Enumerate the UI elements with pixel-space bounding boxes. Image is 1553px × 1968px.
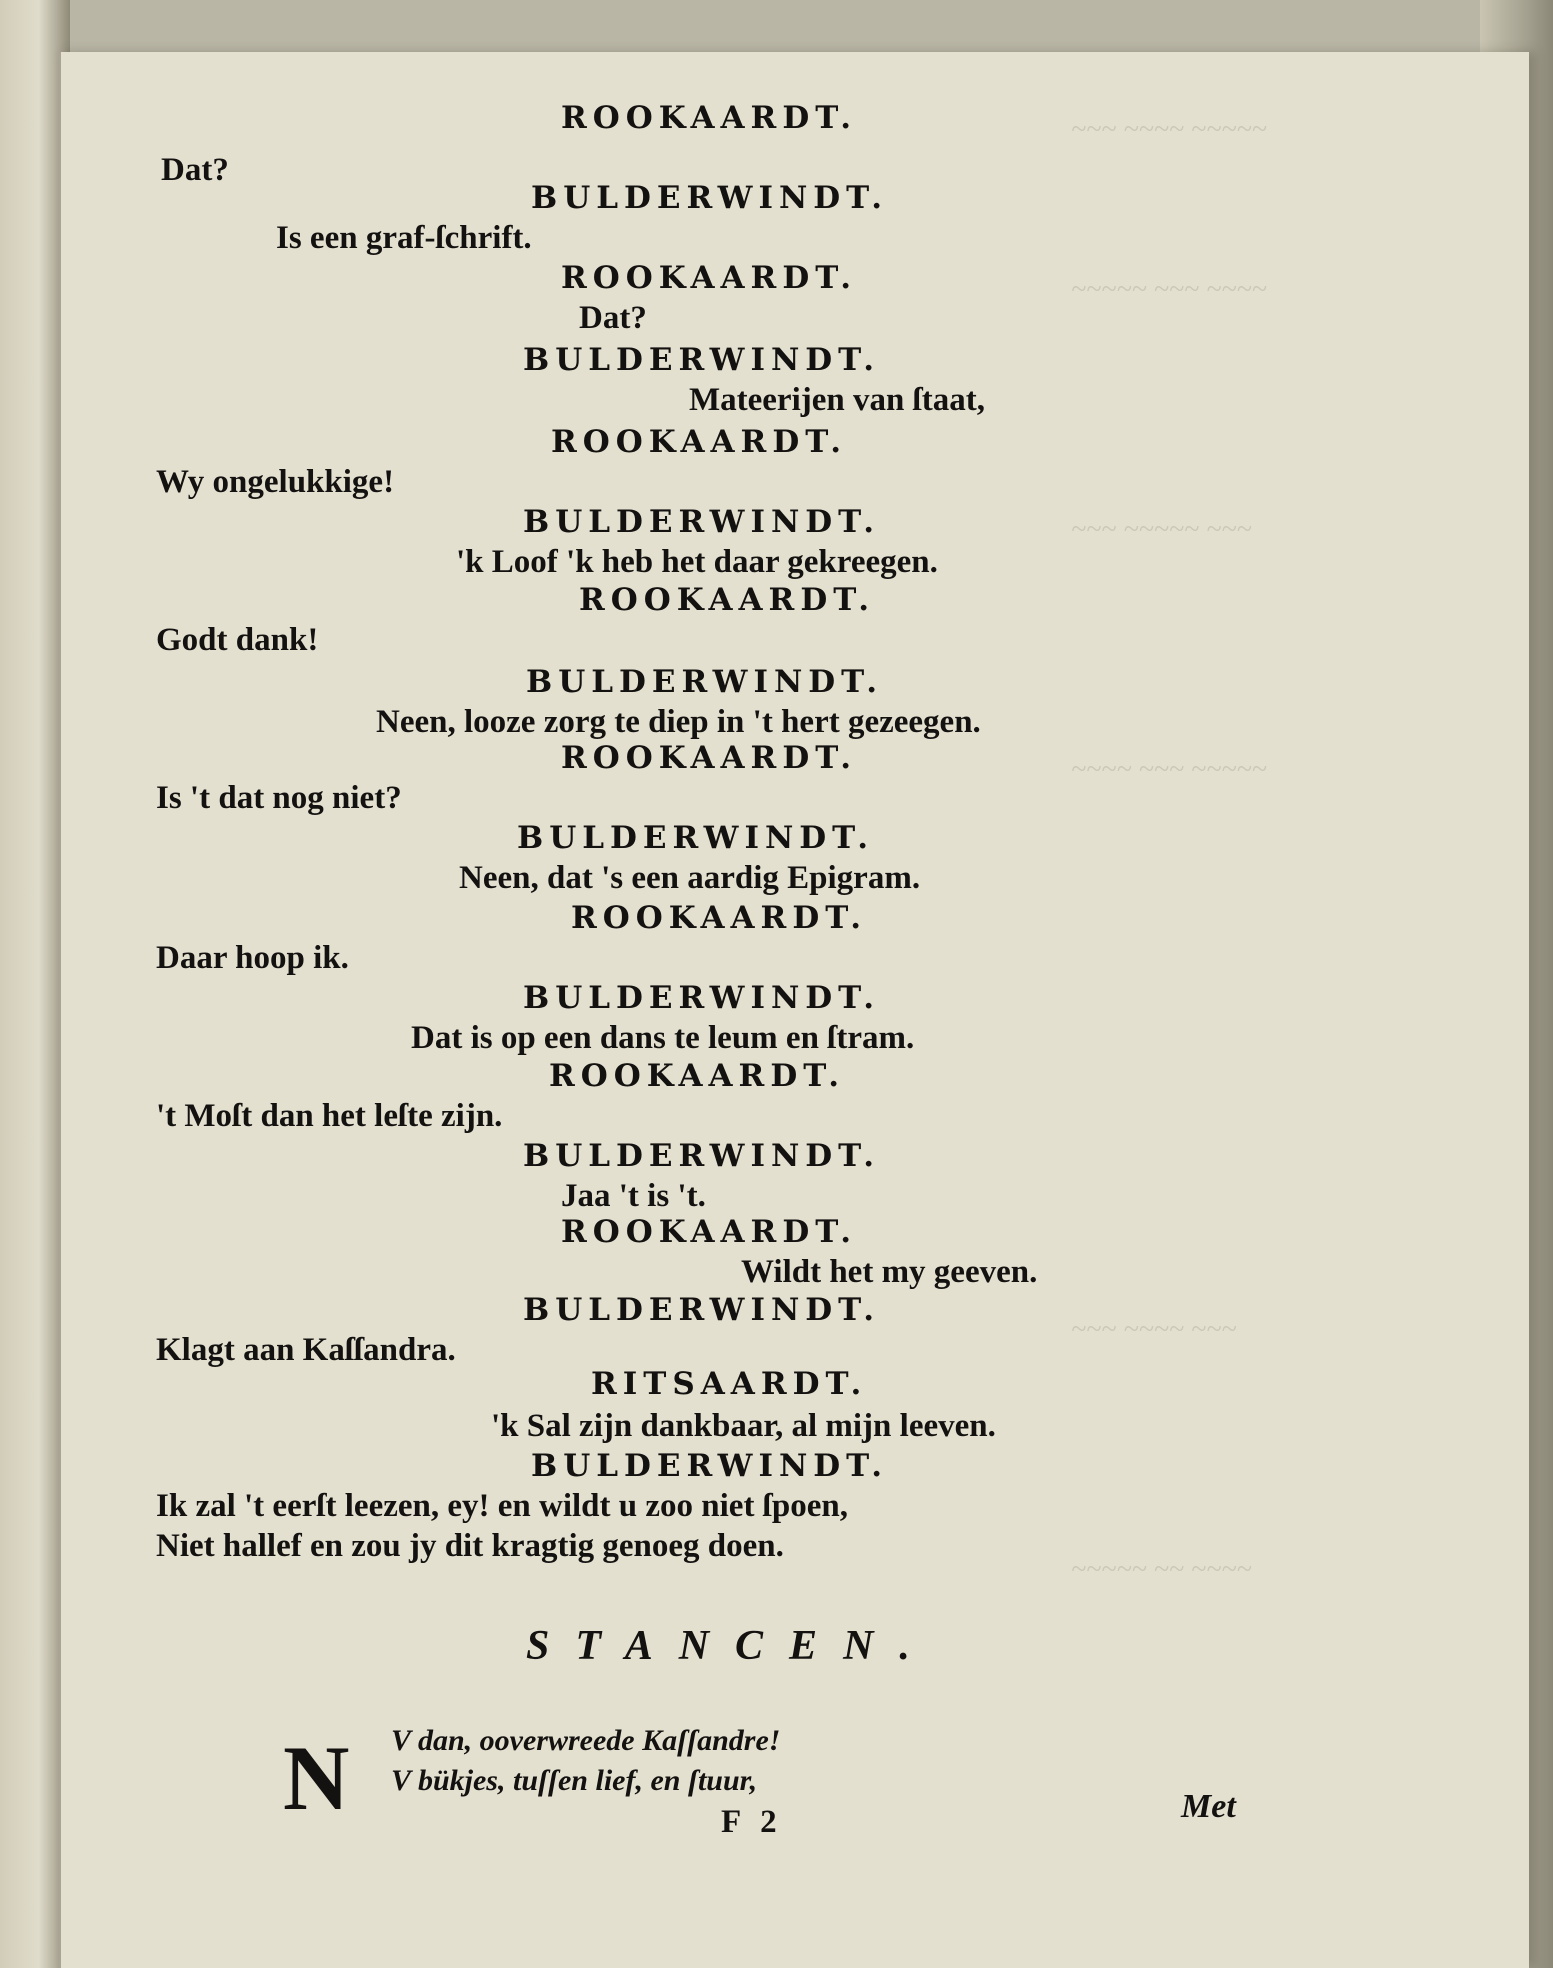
speaker-label: BULDERWINDT. <box>531 180 889 216</box>
dialogue-line: Wildt het my geeven. <box>741 1254 1038 1290</box>
speaker-label: ROOKAARDT. <box>579 582 876 618</box>
show-through: ~~~ ~~~~ ~~~ <box>1071 1314 1237 1345</box>
speaker-label: BULDERWINDT. <box>523 1138 881 1174</box>
speaker-label: BULDERWINDT. <box>523 342 881 378</box>
dialogue-line: Neen, looze zorg te diep in 't hert gezeegen. <box>376 704 981 740</box>
dialogue-line: Daar hoop ik. <box>156 940 349 976</box>
dialogue-line: Godt dank! <box>156 622 319 658</box>
dialogue-line: Klagt aan Kaſſandra. <box>156 1332 456 1368</box>
speaker-label: BULDERWINDT. <box>523 1292 881 1328</box>
stanza-line: V dan, ooverwreede Kaſſandre! <box>391 1724 781 1757</box>
dialogue-line: Jaa 't is 't. <box>561 1178 706 1214</box>
dialogue-line: 'k Loof 'k heb het daar gekreegen. <box>456 544 938 580</box>
speaker-label: ROOKAARDT. <box>561 740 858 776</box>
speaker-label: ROOKAARDT. <box>561 260 858 296</box>
dialogue-line: Niet hallef en zou jy dit kragtig genoeg doen. <box>156 1528 784 1564</box>
speaker-label: BULDERWINDT. <box>517 820 875 856</box>
dialogue-line: Is 't dat nog niet? <box>156 780 402 816</box>
dialogue-line: Ik zal 't eerſt leezen, ey! en wildt u zoo niet ſpoen, <box>156 1488 848 1524</box>
speaker-label: ROOKAARDT. <box>561 1214 858 1250</box>
dialogue-line: 't Moſt dan het leſte zijn. <box>156 1098 503 1134</box>
drop-cap: N <box>283 1727 350 1829</box>
speaker-label: BULDERWINDT. <box>526 664 884 700</box>
dialogue-line: Dat? <box>161 152 229 188</box>
dialogue-line: Dat is op een dans te leum en ſtram. <box>411 1020 915 1056</box>
stanza-line: V bükjes, tuſſen lief, en ſtuur, <box>391 1764 758 1797</box>
show-through: ~~~ ~~~~ ~~~~~ <box>1071 114 1267 145</box>
speaker-label: BULDERWINDT. <box>523 504 881 540</box>
book-page <box>58 52 1529 1968</box>
speaker-label: RITSAARDT. <box>591 1366 868 1402</box>
dialogue-line: Is een graf-ſchrift. <box>276 220 532 256</box>
speaker-label: ROOKAARDT. <box>561 100 858 136</box>
show-through: ~~~~~ ~~~ ~~~~ <box>1071 274 1267 305</box>
speaker-label: ROOKAARDT. <box>549 1058 846 1094</box>
dialogue-line: Wy ongelukkige! <box>156 464 395 500</box>
dialogue-line: Mateerijen van ſtaat, <box>689 382 985 418</box>
dialogue-line: Dat? <box>579 300 647 336</box>
dialogue-line: Neen, dat 's een aardig Epigram. <box>459 860 921 896</box>
speaker-label: BULDERWINDT. <box>523 980 881 1016</box>
speaker-label: ROOKAARDT. <box>551 424 848 460</box>
dialogue-line: 'k Sal zijn dankbaar, al mijn leeven. <box>491 1408 996 1444</box>
show-through: ~~~~~ ~~ ~~~~ <box>1071 1554 1252 1585</box>
show-through: ~~~~ ~~~ ~~~~~ <box>1071 754 1267 785</box>
catchword: Met <box>1181 1788 1236 1825</box>
page-signature: F 2 <box>721 1804 783 1840</box>
speaker-label: BULDERWINDT. <box>531 1448 889 1484</box>
show-through: ~~~ ~~~~~ ~~~ <box>1071 514 1252 545</box>
speaker-label: ROOKAARDT. <box>571 900 868 936</box>
section-title: STANCEN. <box>526 1623 936 1669</box>
